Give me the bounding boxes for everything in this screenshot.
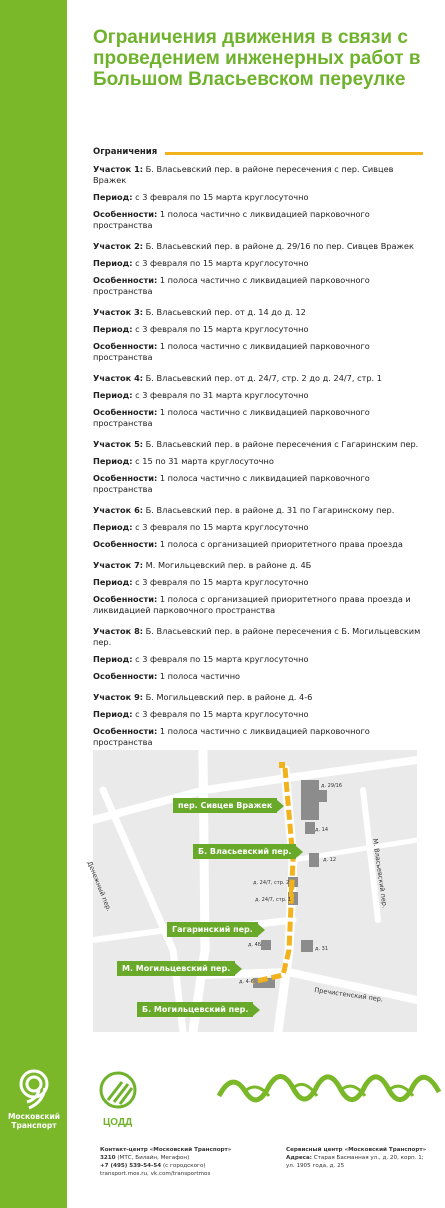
map-label-b-vlasievsky: Б. Власьевский пер.	[193, 844, 296, 859]
contact-phone[interactable]: +7 (495) 539-54-54	[100, 1163, 162, 1169]
section-name: Участок 9:	[93, 692, 144, 702]
section-period: с 3 февраля по 31 марта круглосуточно	[135, 390, 309, 400]
sidebar	[0, 0, 67, 1208]
contact-short-phone: 3210	[100, 1155, 116, 1161]
features-label: Особенности:	[93, 671, 158, 681]
contact-center	[100, 1146, 260, 1178]
contact-right-title: Сервисный центр «Московский Транспорт»	[286, 1147, 427, 1153]
section-features: 1 полоса частично с ликвидацией парковочного пространства	[93, 275, 370, 296]
contact-left-title: Контакт-центр «Московский Транспорт»	[100, 1147, 232, 1153]
section-period: с 3 февраля по 15 марта круглосуточно	[135, 577, 309, 587]
section-name: Участок 3:	[93, 307, 144, 317]
features-label: Особенности:	[93, 209, 158, 219]
contact-links[interactable]: transport.mos.ru, vk.com/transportmos	[100, 1171, 211, 1177]
section-location: Б. Могильцевский пер. в районе д. 4-6	[145, 692, 313, 702]
section-period: с 3 февраля по 15 марта круглосуточно	[135, 522, 309, 532]
page-title: Ограничения движения в связи с проведением инженерных работ в Большом Власьевском переулке	[93, 27, 421, 90]
features-label: Особенности:	[93, 539, 158, 549]
section-item	[93, 373, 428, 429]
section-item	[93, 439, 428, 495]
period-label: Период:	[93, 258, 133, 268]
section-location: Б. Власьевский пер. в районе д. 29/16 по пер. Сивцев Вражек	[145, 241, 414, 251]
features-label: Особенности:	[93, 726, 158, 736]
mt-logo-icon	[15, 1068, 53, 1110]
map-graphic	[93, 750, 417, 1032]
street-denezhny: Денежный пер.	[85, 860, 113, 913]
building-label: д. 31	[315, 946, 328, 952]
section-features: 1 полоса частично	[159, 671, 241, 681]
features-label: Особенности:	[93, 594, 158, 604]
wave-pattern-icon	[217, 1066, 442, 1116]
section-features: 1 полоса частично с ликвидацией парковочного пространства	[93, 209, 370, 230]
section-item	[93, 307, 428, 363]
section-name: Участок 7:	[93, 560, 144, 570]
street-prechistensky: Пречистенский пер.	[313, 986, 384, 1004]
building-label: д. 14	[315, 827, 328, 833]
map-label-m-mogiltsevsky: М. Могильцевский пер.	[117, 961, 235, 976]
restrictions-list	[93, 164, 428, 758]
section-divider	[165, 152, 423, 155]
section-item	[93, 626, 428, 682]
period-label: Период:	[93, 709, 133, 719]
section-features: 1 полоса частично с ликвидацией парковочного пространства	[93, 473, 370, 494]
section-period: с 3 февраля по 15 марта круглосуточно	[135, 654, 309, 664]
codd-text: ЦОДД	[103, 1117, 133, 1128]
period-label: Период:	[93, 324, 133, 334]
section-location: Б. Власьевский пер. в районе пересечения с Б. Могильцевским пер.	[93, 626, 421, 647]
features-label: Особенности:	[93, 341, 158, 351]
address-label: Адреса:	[286, 1155, 312, 1161]
map-label-gagarinsky: Гагаринский пер.	[167, 922, 258, 937]
section-name: Участок 1:	[93, 164, 144, 174]
section-features: 1 полоса частично с ликвидацией парковочного пространства	[93, 726, 370, 747]
section-location: Б. Власьевский пер. от д. 14 до д. 12	[145, 307, 306, 317]
section-period: с 3 февраля по 15 марта круглосуточно	[135, 192, 309, 202]
section-item	[93, 505, 428, 550]
section-header	[93, 147, 423, 161]
section-period: с 3 февраля по 15 марта круглосуточно	[135, 324, 309, 334]
period-label: Период:	[93, 456, 133, 466]
section-location: Б. Власьевский пер. в районе пересечения с пер. Сивцев Вражек	[93, 164, 394, 185]
section-name: Участок 5:	[93, 439, 144, 449]
section-location: М. Могильцевский пер. в районе д. 4Б	[145, 560, 312, 570]
section-item	[93, 692, 428, 748]
features-label: Особенности:	[93, 473, 158, 483]
building-label: д. 4-6	[239, 979, 254, 985]
building-label: д. 24/7, стр. 1	[255, 897, 292, 903]
section-label: Ограничения	[93, 147, 158, 157]
map-label-b-mogiltsevsky: Б. Могильцевский пер.	[137, 1002, 253, 1017]
address-2: ул. 1905 года, д. 25	[286, 1163, 345, 1169]
street-m-vlasievsky: М. Власьевский пер.	[371, 838, 389, 909]
period-label: Период:	[93, 654, 133, 664]
mt-logo-text-2: Транспорт	[11, 1121, 57, 1130]
section-location: Б. Власьевский пер. от д. 24/7, стр. 2 до д. 24/7, стр. 1	[145, 373, 382, 383]
section-period: с 3 февраля по 15 марта круглосуточно	[135, 709, 309, 719]
section-item	[93, 241, 428, 297]
section-name: Участок 2:	[93, 241, 144, 251]
period-label: Период:	[93, 390, 133, 400]
address-1: Старая Басманная ул., д. 20, корп. 1;	[313, 1155, 424, 1161]
building-label: д. 12	[323, 857, 336, 863]
contact-phone-note: (с городского)	[162, 1163, 206, 1169]
decorative-waves	[217, 1066, 442, 1120]
section-name: Участок 8:	[93, 626, 144, 636]
section-features: 1 полоса с организацией приоритетного права проезда	[159, 539, 403, 549]
section-location: Б. Власьевский пер. в районе д. 31 по Гагаринскому пер.	[145, 505, 395, 515]
building-label: д. 29/16	[321, 783, 343, 789]
features-label: Особенности:	[93, 407, 158, 417]
features-label: Особенности:	[93, 275, 158, 285]
section-item	[93, 164, 428, 231]
mt-logo-text-1: Московский	[7, 1112, 61, 1121]
street-map	[85, 750, 417, 1032]
codd-logo	[98, 1068, 158, 1118]
map-label-sivtsev: пер. Сивцев Вражек	[173, 798, 277, 813]
moscow-transport-logo	[6, 1068, 62, 1130]
section-features: 1 полоса частично с ликвидацией парковочного пространства	[93, 341, 370, 362]
section-period: с 3 февраля по 15 марта круглосуточно	[135, 258, 309, 268]
section-features: 1 полоса частично с ликвидацией парковочного пространства	[93, 407, 370, 428]
service-center	[286, 1146, 436, 1170]
codd-logo-icon	[98, 1068, 138, 1114]
section-name: Участок 6:	[93, 505, 144, 515]
section-name: Участок 4:	[93, 373, 144, 383]
period-label: Период:	[93, 577, 133, 587]
contact-short-phone-note: (МТС, Билайн, Мегафон)	[117, 1155, 190, 1161]
building-label: д. 4Б	[248, 942, 262, 948]
section-period: с 15 по 31 марта круглосуточно	[135, 456, 274, 466]
section-item	[93, 560, 428, 616]
section-location: Б. Власьевский пер. в районе пересечения с Гагаринским пер.	[145, 439, 419, 449]
period-label: Период:	[93, 192, 133, 202]
building-label: д. 24/7, стр. 2	[253, 880, 290, 886]
section-features: 1 полоса с организацией приоритетного права проезда и ликвидацией парковочного пространства	[93, 594, 411, 615]
period-label: Период:	[93, 522, 133, 532]
